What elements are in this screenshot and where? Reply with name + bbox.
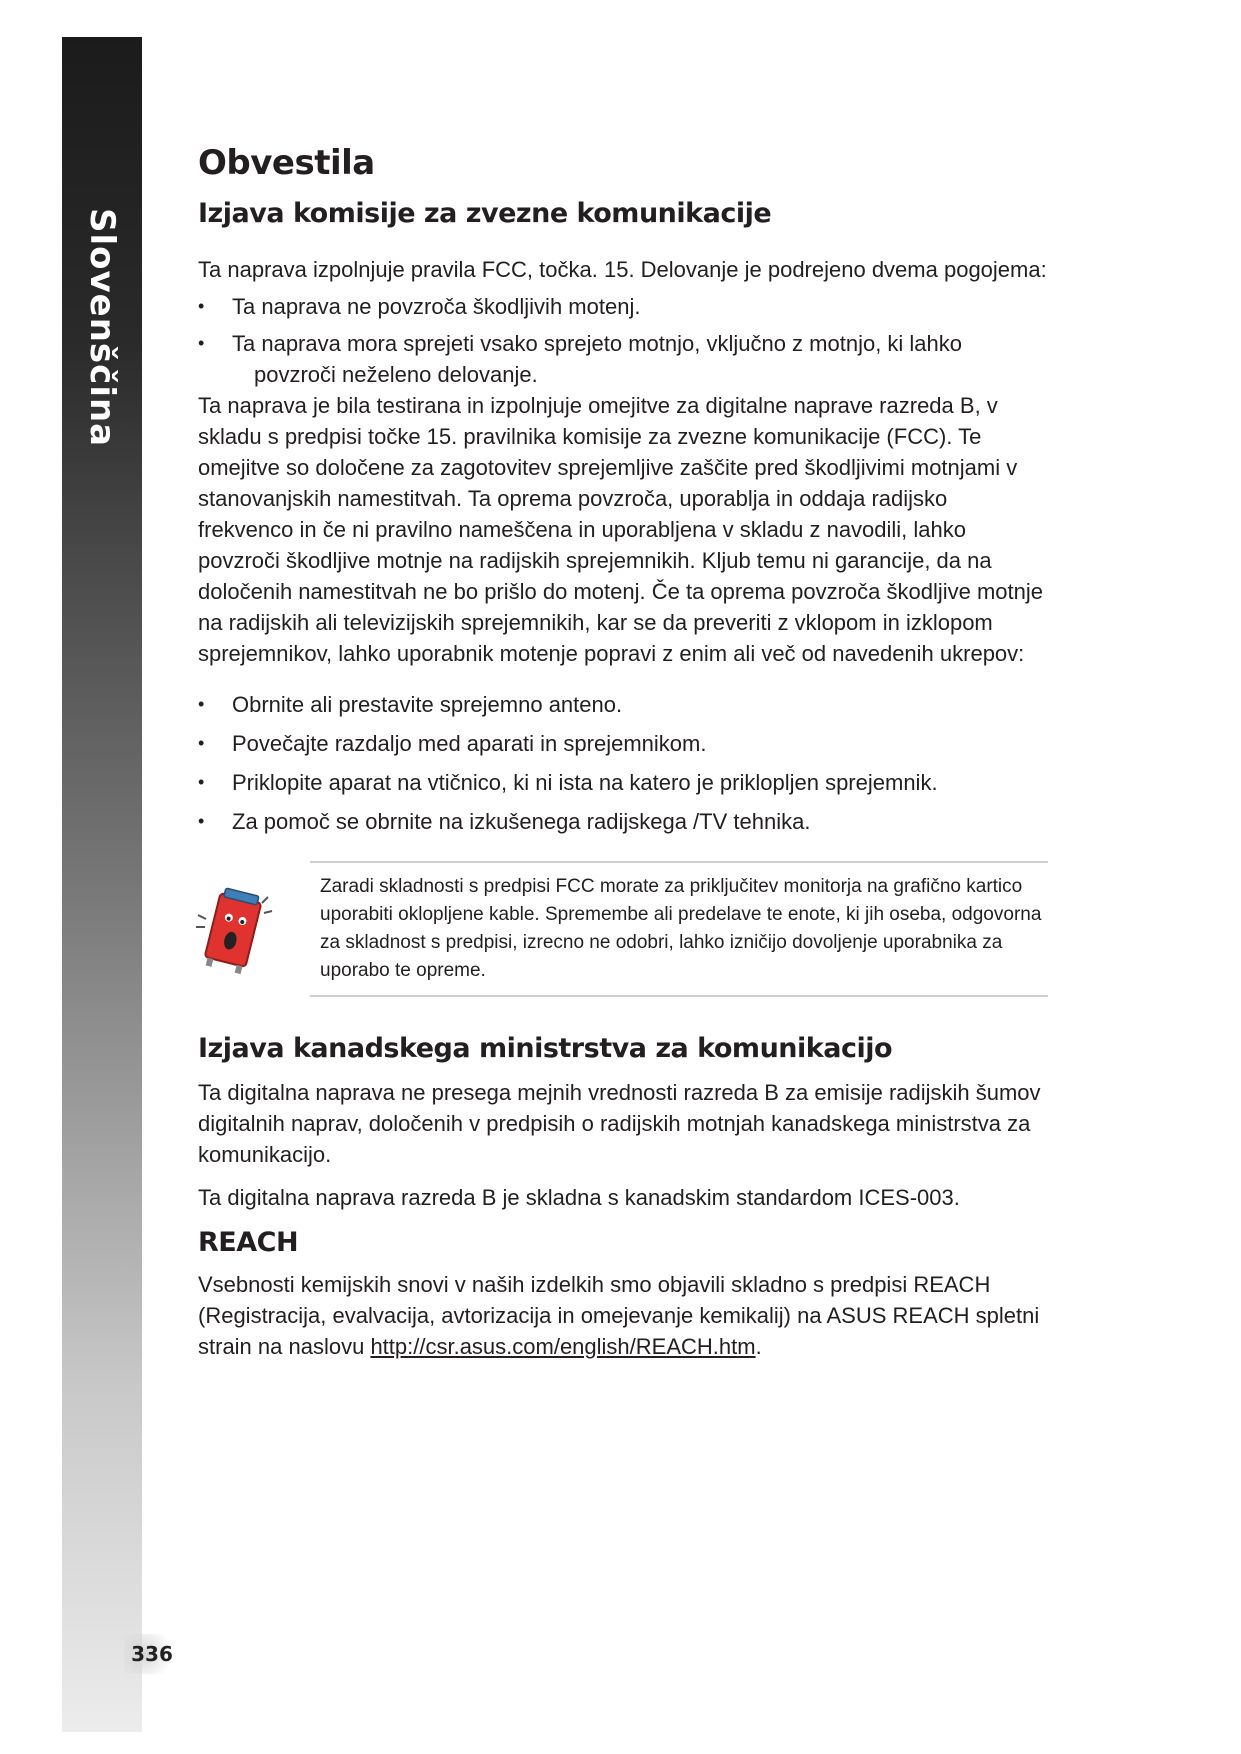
fcc-body: Ta naprava je bila testirana in izpolnjuje omejitve za digitalne naprave razreda B, v skladu s predpisi točke 15. pravilnika komisije za zvezne komunikacije (FCC). Te omejitve so določene za zagotovitev sprejemljive zaščite pred škodljivimi motnjami v stanovanjskih namestitvah. Ta oprema povzroča, uporablja in oddaja radijsko frekvenco in če ni pravilno nameščena in uporabljena v skladu z navodili, lahko povzroči škodljive motnje na radijskih sprejemnikih. Kljub temu ni garancije, da na določenih namestitvah ne bo prišlo do motenj. Če ta oprema povzroča škodljive motnje na radijskih ali televizijskih sprejemnikih, kar se da preveriti z vklopom in izklopom sprejemnikov, lahko uporabnik motenje popravi z enim ali več od navedenih ukrepov:: [198, 393, 1044, 666]
reach-text-suffix: .: [755, 1334, 762, 1359]
page-number: 336: [124, 1634, 180, 1674]
canada-text-1: Ta digitalna naprava ne presega mejnih vrednosti razreda B za emisije radijskih šumov digitalnih naprav, določenih v predpisih o radijskih motnjah kanadskega ministrstva za komunikacijo.: [198, 1080, 1041, 1167]
condition-text-continued: povzroči neželeno delovanje.: [254, 362, 538, 387]
reach-text: [198, 1269, 1048, 1362]
list-item: [198, 291, 1048, 322]
side-language-label: Slovenščina: [82, 208, 122, 448]
list-item: • Za pomoč se obrnite na izkušenega radijskega /TV tehnika.: [198, 806, 1048, 837]
reach-link[interactable]: http://csr.asus.com/english/REACH.htm: [370, 1334, 756, 1359]
page-content: [198, 140, 1048, 1362]
condition-text: Ta naprava mora sprejeti vsako sprejeto motnjo, vključno z motnjo, ki lahko: [232, 331, 963, 356]
list-item: [198, 328, 1048, 390]
canada-text-2: Ta digitalna naprava razreda B je skladna s kanadskim standardom ICES-003.: [198, 1185, 960, 1210]
list-item: • Priklopite aparat na vtičnico, ki ni ista na katero je priklopljen sprejemnik.: [198, 767, 1048, 798]
warning-card-icon: [192, 885, 274, 975]
reach-heading: REACH: [198, 1227, 299, 1258]
fcc-heading: Izjava komisije za zvezne komunikacije: [198, 198, 772, 229]
fcc-measures-list: [198, 689, 1048, 837]
canada-heading: Izjava kanadskega ministrstva za komunikacijo: [198, 1033, 893, 1064]
fcc-conditions-list: [198, 291, 1048, 390]
fcc-intro: Ta naprava izpolnjuje pravila FCC, točka. 15. Delovanje je podrejeno dvema pogojema:: [198, 257, 1047, 282]
note-text: Zaradi skladnosti s predpisi FCC morate za priključitev monitorja na grafično kartico uporabiti oklopljene kable. Spremembe ali predelave te enote, ki jih oseba, odgovorna za skladnost s predpisi, izrecno ne odobri, lahko izničijo dovoljenje uporabnika za uporabo te opreme.: [320, 876, 1042, 981]
reach-text-body: Vsebnosti kemijskih snovi v naših izdelkih smo objavili skladno s predpisi REACH (Registracija, evalvacija, avtorizacija in omejevanje kemikalij) na ASUS REACH spletni strain na naslovu: [198, 1272, 1040, 1359]
list-item: • Obrnite ali prestavite sprejemno anteno.: [198, 689, 1048, 720]
list-item: • Povečajte razdaljo med aparati in sprejemnikom.: [198, 728, 1048, 759]
fcc-warning-note: [310, 861, 1048, 997]
condition-text: Ta naprava ne povzroča škodljivih motenj.: [232, 294, 641, 319]
page-title: Obvestila: [198, 143, 375, 183]
